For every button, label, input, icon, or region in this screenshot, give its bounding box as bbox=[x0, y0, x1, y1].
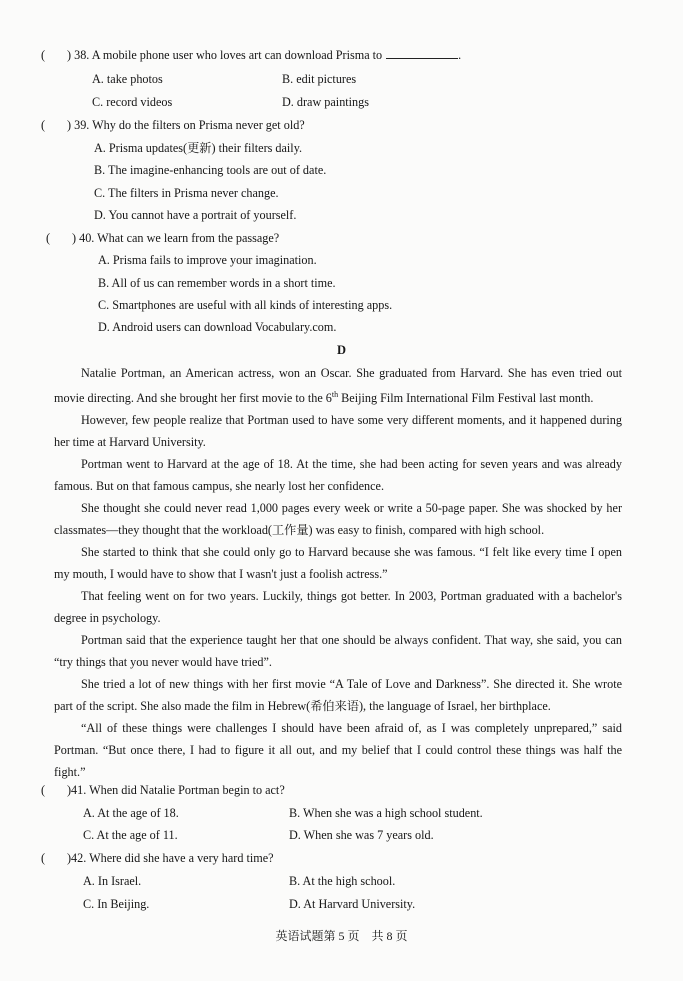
question-39 bbox=[41, 118, 641, 133]
paragraph-9: “All of these things were challenges I should have been afraid of, as I was completely unprepared,” said Portman. “But once there, I had to figure it all out, and my belief that I could control these things was half the fight.” bbox=[54, 721, 622, 780]
paragraph-text: Beijing Film International Film Festival last month. bbox=[338, 391, 594, 406]
superscript: th bbox=[331, 390, 339, 399]
answer-bracket: ( bbox=[41, 118, 46, 132]
option-a: A. At the age of 18. bbox=[83, 806, 179, 820]
paragraph-8: She tried a lot of new things with her first movie “A Tale of Love and Darkness”. She directed it. She wrote part of the script. She also made the film in Hebrew(希伯来语), the language of Israel, her birthplace. bbox=[54, 677, 622, 714]
option-c: C. In Beijing. bbox=[83, 897, 150, 911]
option-d: D. Android users can download Vocabulary.com. bbox=[98, 320, 337, 334]
option-c: C. At the age of 11. bbox=[83, 828, 178, 842]
option-b: B. edit pictures bbox=[282, 72, 357, 86]
paragraph-2: However, few people realize that Portman used to have some very different moments, and it happened during her time at Harvard University. bbox=[54, 413, 622, 450]
reading-passage bbox=[54, 362, 622, 783]
option-a: A. Prisma fails to improve your imagination. bbox=[98, 253, 317, 267]
paragraph-1 bbox=[54, 362, 622, 409]
question-stem-end: . bbox=[458, 48, 462, 62]
answer-bracket: ( bbox=[46, 231, 51, 245]
paragraph-text: Natalie Portman, an American actress, won an Oscar. She graduated from Harvard. She has even tried out movie directing. And she brought her first movie to the 6 bbox=[54, 366, 622, 406]
paragraph-6: That feeling went on for two years. Luckily, things got better. In 2003, Portman graduated with a bachelor's degree in psychology. bbox=[54, 589, 622, 626]
question-stem: )42. Where did she have a very hard time? bbox=[67, 851, 274, 865]
option-b: B. At the high school. bbox=[289, 874, 396, 888]
option-a: A. take photos bbox=[92, 72, 163, 86]
option-b: B. The imagine-enhancing tools are out of date. bbox=[94, 163, 327, 177]
option-d: D. When she was 7 years old. bbox=[289, 828, 434, 842]
option-a: A. Prisma updates(更新) their filters daily. bbox=[94, 141, 303, 155]
question-38 bbox=[41, 48, 641, 63]
question-stem: ) 39. Why do the filters on Prisma never get old? bbox=[67, 118, 305, 132]
option-a: A. In Israel. bbox=[83, 874, 142, 888]
paragraph-5: She started to think that she could only go to Harvard because she was famous. “I felt like every time I open my mouth, I would have to show that I wasn't just a foolish actress.” bbox=[54, 545, 622, 582]
question-40 bbox=[46, 231, 646, 246]
option-d: D. At Harvard University. bbox=[289, 897, 416, 911]
question-42 bbox=[41, 851, 641, 866]
option-c: C. record videos bbox=[92, 95, 173, 109]
answer-bracket: ( bbox=[41, 783, 46, 797]
option-b: B. All of us can remember words in a short time. bbox=[98, 276, 336, 290]
question-stem: ) 38. A mobile phone user who loves art can download Prisma to bbox=[67, 48, 383, 62]
option-d: D. You cannot have a portrait of yourself. bbox=[94, 208, 297, 222]
answer-bracket: ( bbox=[41, 48, 46, 62]
section-heading: D bbox=[336, 343, 347, 357]
question-41 bbox=[41, 783, 641, 798]
answer-bracket: ( bbox=[41, 851, 46, 865]
option-b: B. When she was a high school student. bbox=[289, 806, 483, 820]
page-footer: 英语试题第 5 页 共 8 页 bbox=[275, 929, 408, 943]
answer-blank bbox=[386, 48, 458, 59]
paragraph-4: She thought she could never read 1,000 pages every week or write a 50-page paper. She was shocked by her classmates—they thought that the workload(工作量) was easy to finish, compared with high school. bbox=[54, 501, 622, 538]
option-c: C. Smartphones are useful with all kinds of interesting apps. bbox=[98, 298, 393, 312]
question-stem: )41. When did Natalie Portman begin to act? bbox=[67, 783, 285, 797]
option-d: D. draw paintings bbox=[282, 95, 369, 109]
paragraph-3: Portman went to Harvard at the age of 18. At the time, she had been acting for seven years and was already famous. But on that famous campus, she nearly lost her confidence. bbox=[54, 457, 622, 494]
option-c: C. The filters in Prisma never change. bbox=[94, 186, 279, 200]
paragraph-7: Portman said that the experience taught her that one should be always confident. That way, she said, you can “try things that you never would have tried”. bbox=[54, 633, 622, 670]
question-stem: ) 40. What can we learn from the passage? bbox=[72, 231, 280, 245]
